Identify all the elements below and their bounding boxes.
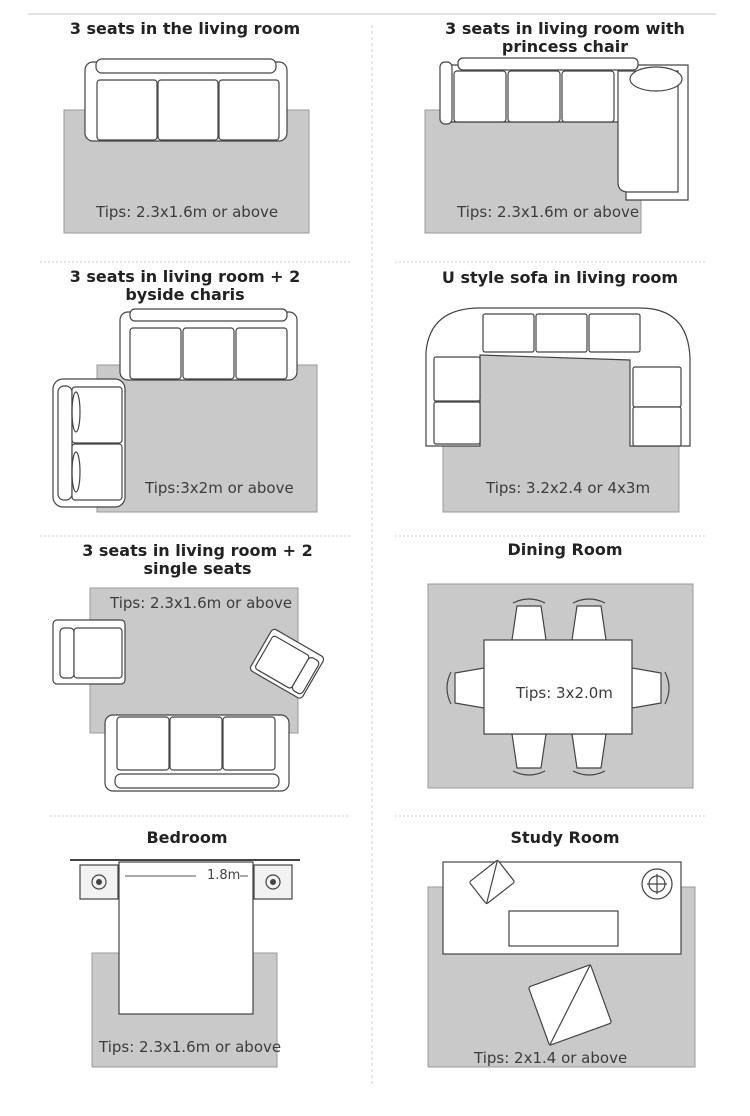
chair <box>512 734 546 768</box>
chair <box>572 734 606 768</box>
panel-7-tip: Tips: 2.3x1.6m or above <box>99 1038 282 1056</box>
panel-1-tip: Tips: 2.3x1.6m or above <box>96 203 279 221</box>
chair-cushion <box>630 67 682 91</box>
sofa-backrest <box>458 58 638 70</box>
panel-5-drawing <box>53 588 325 791</box>
panel-7-title: Bedroom <box>146 828 228 847</box>
panel-8-tip: Tips: 2x1.4 or above <box>474 1049 628 1067</box>
panel-5-tip: Tips: 2.3x1.6m or above <box>110 594 293 612</box>
sofa-armrest <box>440 62 452 124</box>
panel-8-drawing <box>428 860 695 1067</box>
sofa-seat <box>183 328 234 379</box>
panel-1-title: 3 seats in the living room <box>69 19 301 38</box>
chair <box>455 668 484 708</box>
panel-3-tip: Tips:3x2m or above <box>145 479 294 497</box>
panel-4-title: U style sofa in living room <box>441 268 679 287</box>
chair <box>572 606 606 640</box>
sofa-seat <box>633 367 681 407</box>
sofa-seat <box>562 71 614 122</box>
sofa-seat <box>236 328 287 379</box>
sofa-seat <box>508 71 560 122</box>
sofa-seat <box>170 717 222 770</box>
sofa-seat <box>130 328 181 379</box>
panel-6-title: Dining Room <box>507 540 623 559</box>
bed-width-label: 1.8m <box>207 868 241 883</box>
sofa-seat <box>434 357 480 401</box>
side-sofa-backrest <box>58 386 72 500</box>
panel-8-title: Study Room <box>510 828 620 847</box>
bed <box>119 862 253 1014</box>
chair <box>632 668 661 708</box>
sofa-backrest <box>96 59 276 73</box>
panel-7-drawing <box>70 860 300 1067</box>
sofa-seat <box>589 314 640 352</box>
sofa-seat <box>454 71 506 122</box>
panel-5-title: 3 seats in living room + 2 single seats <box>82 541 313 578</box>
sofa-seat <box>158 80 218 140</box>
panel-3-title: 3 seats in living room + 2 byside charis <box>69 267 301 304</box>
sofa-seat <box>633 407 681 446</box>
sofa-backrest <box>115 774 279 788</box>
sofa-seat <box>434 402 480 444</box>
sofa-seat <box>536 314 587 352</box>
sofa-seat <box>97 80 157 140</box>
panel-6-tip: Tips: 3x2.0m <box>516 684 613 702</box>
panel-2-title: 3 seats in living room with princess chair <box>445 19 685 56</box>
panel-2-tip: Tips: 2.3x1.6m or above <box>457 203 640 221</box>
keyboard <box>509 911 618 946</box>
panel-4-tip: Tips: 3.2x2.4 or 4x3m <box>486 479 651 497</box>
sofa-seat <box>219 80 279 140</box>
sofa-seat <box>117 717 169 770</box>
sofa-backrest <box>130 309 287 321</box>
sofa-seat <box>483 314 534 352</box>
chair <box>512 606 546 640</box>
sofa-seat <box>223 717 275 770</box>
